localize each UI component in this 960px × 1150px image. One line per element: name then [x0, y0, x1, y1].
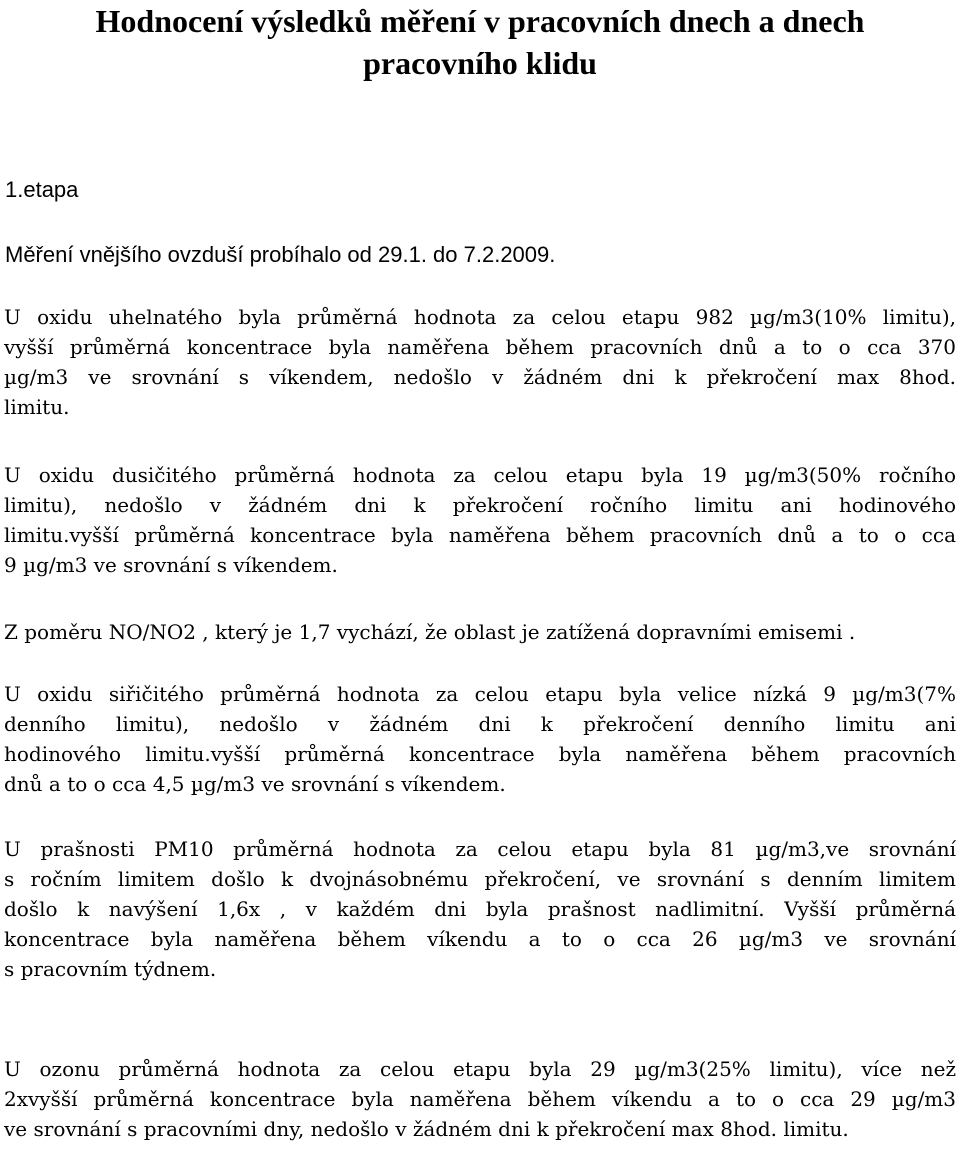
paragraph-nitrogen-dioxide — [4, 460, 956, 580]
paragraph-line: U oxidu uhelnatého byla průměrná hodnota za celou etapu 982 µg/m3(10% limitu), — [4, 305, 956, 329]
paragraph-line: U oxidu siřičitého průměrná hodnota za celou etapu byla velice nízká 9 µg/m3(7% — [4, 682, 956, 706]
paragraph-line: koncentrace byla naměřena během víkendu a to o cca 26 µg/m3 ve srovnání — [4, 927, 956, 951]
paragraph-line: µg/m3 ve srovnání s víkendem, nedošlo v žádném dni k překročení max 8hod. — [4, 365, 956, 389]
paragraph-line: vyšší průměrná koncentrace byla naměřena během pracovních dnů a to o cca 370 — [4, 335, 956, 359]
paragraph-line: limitu. — [4, 395, 70, 419]
paragraph-line: došlo k navýšení 1,6x , v každém dni byla prašnost nadlimitní. Vyšší průměrná — [4, 897, 956, 921]
paragraph-line: 2xvyšší průměrná koncentrace byla naměřena během víkendu a to o cca 29 µg/m3 — [4, 1087, 956, 1111]
paragraph-line: 9 µg/m3 ve srovnání s víkendem. — [4, 553, 338, 577]
paragraph-line: dnů a to o cca 4,5 µg/m3 ve srovnání s víkendem. — [4, 772, 506, 796]
paragraph-line: U oxidu dusičitého průměrná hodnota za celou etapu byla 19 µg/m3(50% ročního — [4, 463, 956, 487]
paragraph-line: s ročním limitem došlo k dvojnásobnému překročení, ve srovnání s denním limitem — [4, 867, 956, 891]
paragraph-line: U ozonu průměrná hodnota za celou etapu byla 29 µg/m3(25% limitu), více než — [4, 1057, 956, 1081]
measurement-period: Měření vnějšího ovzduší probíhalo od 29.1. do 7.2.2009. — [5, 242, 556, 267]
paragraph-line: U prašnosti PM10 průměrná hodnota za celou etapu byla 81 µg/m3,ve srovnání — [4, 837, 956, 861]
paragraph-pm10 — [4, 834, 956, 984]
paragraph-ozone — [4, 1054, 956, 1144]
paragraph-sulfur-dioxide — [4, 679, 956, 799]
paragraph-carbon-monoxide — [4, 302, 956, 422]
paragraph-line: ve srovnání s pracovními dny, nedošlo v žádném dni k překročení max 8hod. limitu. — [4, 1117, 849, 1141]
paragraph-line: s pracovním týdnem. — [4, 957, 217, 981]
paragraph-line: limitu.vyšší průměrná koncentrace byla naměřena během pracovních dnů a to o cca — [4, 523, 956, 547]
stage-label: 1.etapa — [5, 177, 79, 202]
page-title: Hodnocení výsledků měření v pracovních dnech a dnech pracovního klidu — [95, 3, 865, 81]
paragraph-no-no2-ratio — [4, 617, 956, 647]
paragraph-line: limitu), nedošlo v žádném dni k překročení ročního limitu ani hodinového — [4, 493, 956, 517]
paragraph-line: Z poměru NO/NO2 , který je 1,7 vychází, že oblast je zatížená dopravními emisemi . — [4, 620, 856, 644]
paragraph-line: hodinového limitu.vyšší průměrná koncentrace byla naměřena během pracovních — [4, 742, 956, 766]
paragraph-line: denního limitu), nedošlo v žádném dni k překročení denního limitu ani — [4, 712, 956, 736]
